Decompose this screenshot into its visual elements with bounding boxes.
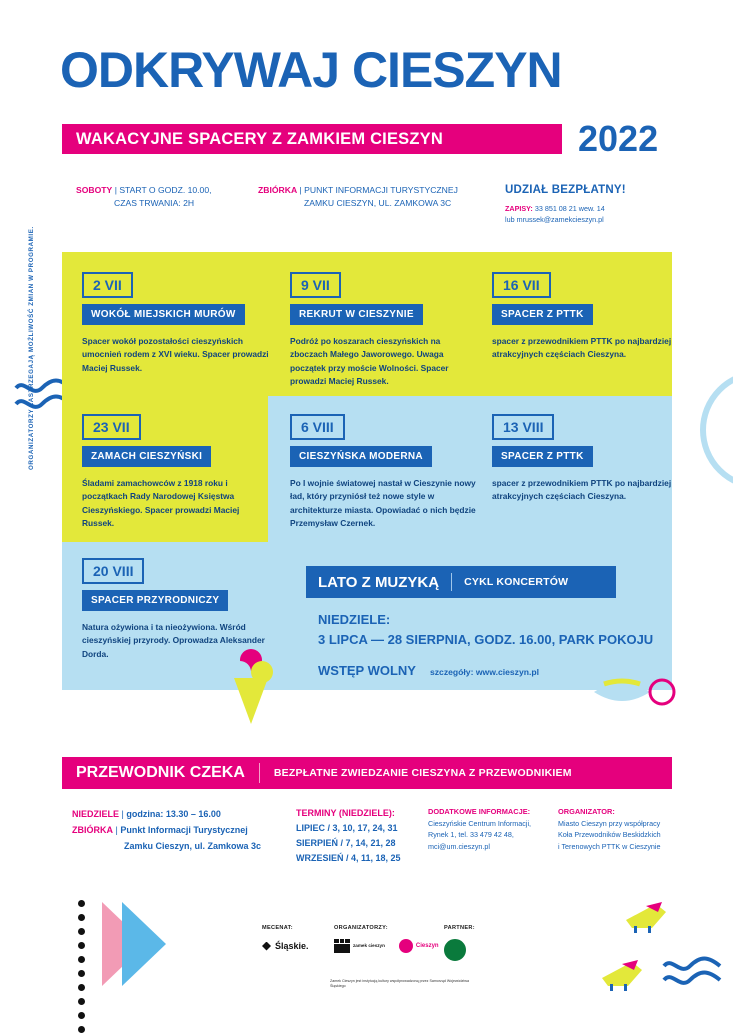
side-note: ORGANIZATORZY ZASTRZEGAJĄ MOŻLIWOŚĆ ZMIAN W PROGRAMIE. [28,226,35,470]
guide-organizer [558,806,683,852]
event-card[interactable] [290,414,480,531]
guide-subheading: BEZPŁATNE ZWIEDZANIE CIESZYNA Z PRZEWODNIKIEM [273,767,572,779]
event-date: 23 VII [82,414,141,440]
event-description: Śladami zamachowców z 1918 roku i początkach Rady Narodowej Księstwa Cieszyńskiego. Spacer prowadzi Maciej Russek. [82,478,240,529]
guide-extra-line: Cieszyńskie Centrum Informacji, [428,818,532,828]
event-title: CIESZYŃSKA MODERNA [290,446,432,467]
guide-divider [259,763,260,783]
info-saturdays-label: SOBOTY [76,185,113,195]
guide-extra-line: Rynek 1, tel. 33 479 42 48, [428,830,514,840]
footer-organizers-label: ORGANIZATORZY: [334,925,388,931]
music-line3-row [318,663,658,678]
info-free-label: UDZIAŁ BEZPŁATNY! [505,184,626,196]
info-signup-label: ZAPISY: [505,204,533,214]
guide-meeting-line1: Punkt Informacji Turystycznej [120,825,248,836]
event-date: 20 VIII [82,558,144,584]
guide-organizer-line: i Terenowych PTTK w Cieszynie [558,841,661,851]
info-saturdays-line2: CZAS TRWANIA: 2H [114,197,195,208]
guide-organizer-line: Miasto Cieszyn przy współpracy [558,818,661,828]
event-card[interactable] [82,414,272,531]
info-meeting [258,184,458,210]
guide-organizer-heading: ORGANIZATOR: [558,807,615,816]
dots-decoration-bottom-left [78,900,85,1033]
music-header [306,566,616,598]
music-note: szczegóły: www.cieszyn.pl [429,667,540,677]
subtitle-bar [62,124,562,154]
guide-sep-2: | [115,825,121,836]
footer-partner-label: PARTNER: [444,925,475,931]
guide-extra-heading: DODATKOWE INFORMACJE: [428,807,531,816]
music-divider [451,573,452,591]
event-description: spacer z przewodnikiem PTTK po najbardziej atrakcyjnych częściach Cieszyna. [492,336,672,360]
ice-cream-icon [228,648,274,728]
year-label: 2022 [578,118,659,159]
guide-schedule [72,806,261,855]
guide-heading: PRZEWODNIK CZEKA [76,764,245,781]
footer-partner [444,925,475,961]
info-free [505,182,626,226]
info-saturdays-line1: START O GODZ. 10.00, [119,185,212,195]
event-card[interactable] [492,272,682,362]
guide-organizer-line: Koła Przewodników Beskidzkich [558,830,661,840]
footer-patron-name: Śląskie. [275,941,309,951]
circle-icon [399,939,413,953]
info-signup [505,203,626,225]
music-heading: LATO Z MUZYKĄ [318,573,440,591]
subtitle-text: WAKACYJNE SPACERY Z ZAMKIEM CIESZYN [76,129,443,148]
guide-meeting-line2: Zamku Cieszyn, ul. Zamkowa 3c [124,841,262,852]
footer-note: Zamek Cieszyn jest instytucją kultury współprowadzoną przez Samorząd Województwa Śląskiego [330,979,469,989]
guide-term-item: WRZESIEŃ / 4, 11, 18, 25 [296,852,401,863]
info-meeting-line1: PUNKT INFORMACJI TURYSTYCZNEJ [304,185,458,195]
info-saturdays [76,184,212,210]
guide-extra-line: mci@um.cieszyn.pl [428,841,491,851]
footer-patron-label: MECENAT: [262,925,293,931]
event-description: Natura ożywiona i ta nieożywiona. Wśród cieszyńskiej przyrody. Oprowadza Aleksander Dorda. [82,622,265,659]
guide-sundays-value: godzina: 13.30 – 16.00 [126,809,221,819]
footer-organizers [334,925,439,953]
event-card[interactable] [82,272,272,375]
wave-decoration-bottom [662,956,724,990]
event-card[interactable] [82,558,272,661]
guide-meeting-label: ZBIÓRKA [72,825,113,836]
ring-decoration [700,370,733,490]
event-title: SPACER PRZYRODNICZY [82,590,228,611]
info-meeting-label: ZBIÓRKA [258,185,298,195]
event-date: 2 VII [82,272,133,298]
guide-sundays-row [72,806,261,822]
music-body [318,612,658,678]
event-date: 9 VII [290,272,341,298]
event-title: ZAMACH CIESZYŃSKI [82,446,211,467]
guide-term-item: LIPIEC / 3, 10, 17, 24, 31 [296,822,398,833]
info-signup-line2: lub mrussek@zamekcieszyn.pl [505,215,604,225]
event-card[interactable] [492,414,682,504]
music-line3: WSTĘP WOLNY [318,663,416,678]
event-title: REKRUT W CIESZYNIE [290,304,423,325]
event-title: WOKÓŁ MIEJSKICH MURÓW [82,304,245,325]
partner-logo-icon [444,939,466,961]
bird-icon [622,898,670,934]
guide-extra-info [428,806,548,852]
info-separator-2: | [299,185,305,195]
info-meeting-line2: ZAMKU CIESZYN, UL. ZAMKOWA 3C [304,197,452,208]
guide-sundays-label: NIEDZIELE [72,809,120,819]
guide-terms [296,806,401,865]
event-date: 6 VIII [290,414,345,440]
guide-header [62,757,672,789]
event-description: spacer z przewodnikiem PTTK po najbardziej atrakcyjnych częściach Cieszyna. [492,478,672,502]
music-line1: NIEDZIELE: [318,612,391,627]
event-title: SPACER Z PTTK [492,446,593,467]
guide-sep-1: | [121,809,127,819]
footer-patron [262,925,309,951]
info-row [0,182,733,240]
slaskie-logo [262,941,309,951]
diamond-icon [262,942,271,951]
triangle-decoration [100,898,170,990]
guide-terms-heading: TERMINY (NIEDZIELE): [296,808,395,818]
event-date: 13 VIII [492,414,554,440]
event-card[interactable] [290,272,480,389]
event-description: Podróż po koszarach cieszyńskich na zboczach Małego Jaworowego. Uwaga początek przy moście Wolności. Spacer prowadzi Maciej Russek. [290,336,449,387]
guide-meeting-row [72,822,261,854]
zamek-cieszyn-logo [334,939,385,953]
page-title: ODKRYWAJ CIESZYN [60,42,562,98]
footer-organizer-1: zamek cieszyn [353,943,385,949]
event-description: Po I wojnie światowej nastał w Cieszynie nowy ład, który przyniósł też nowe style w architekturze miasta. Opowiadać o nich będzie Przemysław Czernek. [290,478,476,529]
bird-icon [598,956,646,992]
info-separator: | [114,185,120,195]
event-title: SPACER Z PTTK [492,304,593,325]
guide-term-item: SIERPIEŃ / 7, 14, 21, 28 [296,837,396,848]
info-signup-value: 33 851 08 21 wew. 14 [534,204,605,214]
music-line2: 3 LIPCA — 28 SIERPNIA, GODZ. 16.00, PARK POKOJU [318,632,654,647]
event-date: 16 VII [492,272,551,298]
event-description: Spacer wokół pozostałości cieszyńskich umocnień rodem z XVI wieku. Spacer prowadzi Maciej Russek. [82,336,269,373]
castle-icon [334,939,350,953]
cieszyn-logo [399,939,439,953]
music-subheading: CYKL KONCERTÓW [464,576,569,588]
footer-organizer-2: Cieszyn [415,942,439,949]
